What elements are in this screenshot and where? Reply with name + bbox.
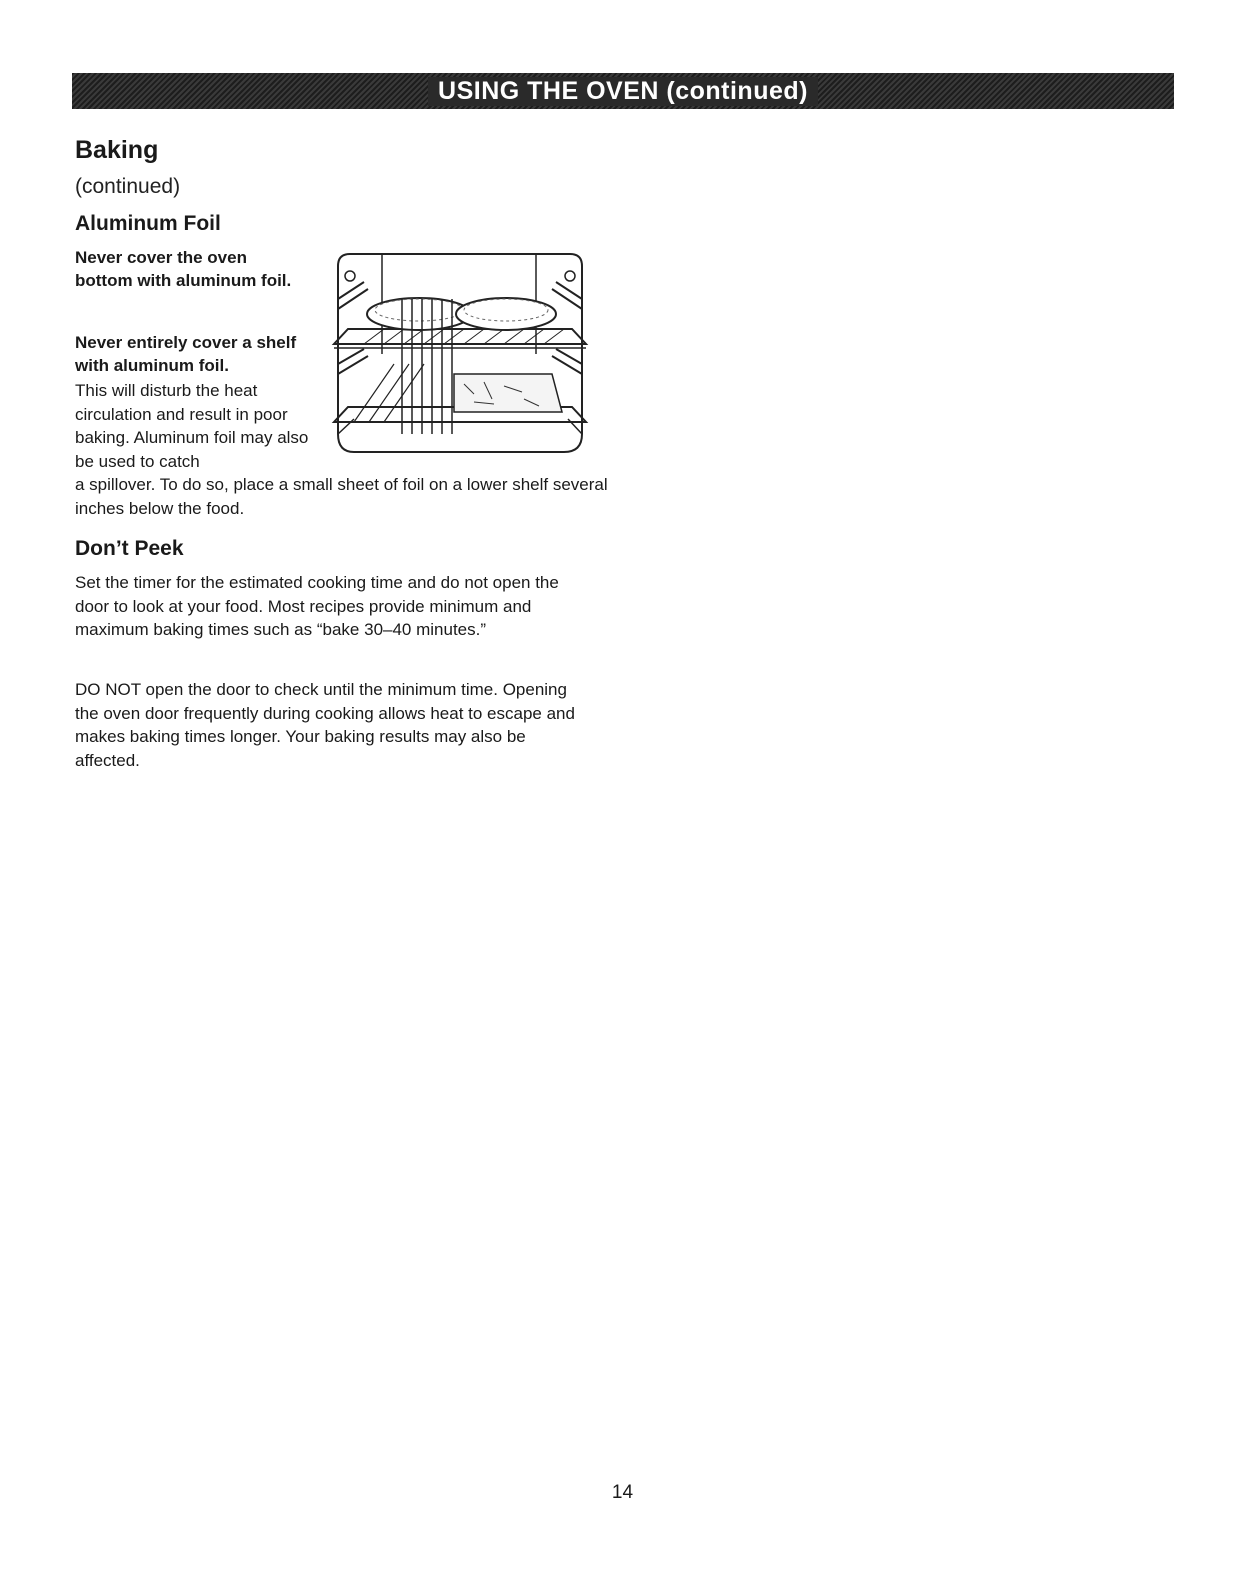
foil-body-text-continued: a spillover. To do so, place a small sheet of foil on a lower shelf several inches below the food.: [75, 475, 608, 518]
aluminum-foil-heading: Aluminum Foil: [75, 212, 221, 235]
page-number: 14: [611, 1482, 634, 1503]
oven-illustration: [324, 244, 594, 459]
foil-body-text: This will disturb the heat circulation and result in poor baking. Aluminum foil may also be used to catch: [75, 381, 309, 471]
banner-title: USING THE OVEN (continued): [428, 77, 818, 106]
section-banner: [72, 73, 1174, 109]
warning-oven-bottom: Never cover the oven bottom with aluminum foil.: [75, 248, 292, 290]
section-title: Baking: [75, 136, 159, 164]
dont-peek-paragraph-2: DO NOT open the door to check until the minimum time. Opening the oven door frequently during cooking allows heat to escape and makes baking times longer. Your baking results may also be affected.: [75, 680, 575, 770]
section-subtitle: (continued): [75, 175, 181, 198]
dont-peek-paragraph-1: Set the timer for the estimated cooking time and do not open the door to look at your food. Most recipes provide minimum and maximum baking times such as “bake 30–40 minutes.”: [75, 573, 559, 639]
warning-shelf: Never entirely cover a shelf with aluminum foil.: [75, 333, 297, 375]
dont-peek-heading: Don’t Peek: [75, 537, 184, 560]
